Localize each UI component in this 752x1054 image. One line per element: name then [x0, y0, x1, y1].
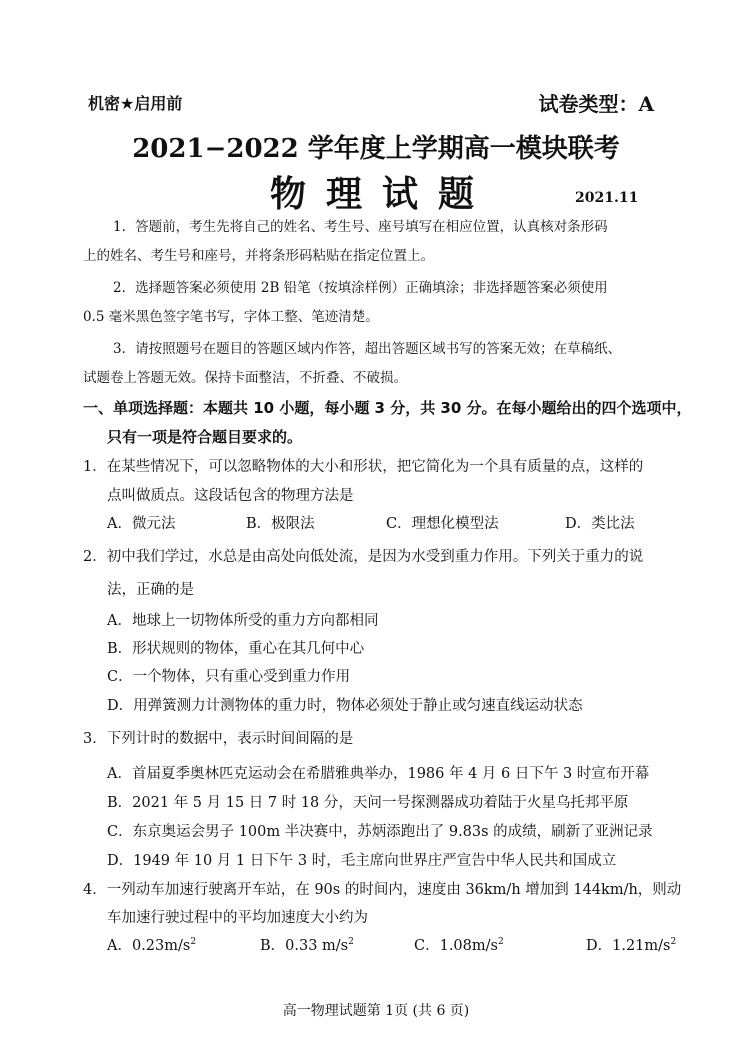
question-3-option-c: C．东京奥运会男子 100m 半决赛中，苏炳添跑出了 9.83s 的成绩，刷新了亚洲记录: [107, 824, 653, 840]
question-3-option-a: A．首届夏季奥林匹克运动会在希腊雅典举办，1986 年 4 月 6 日下午 3 时宣布开幕: [107, 766, 650, 782]
subject-title: 物理试题: [270, 173, 495, 215]
question-3-option-b: B．2021 年 5 月 15 日 7 时 18 分，天问一号探测器成功着陆于火星乌托邦平原: [107, 795, 629, 811]
question-1-stem: 1．在某些情况下，可以忽略物体的大小和形状，把它简化为一个具有质量的点，这样的: [83, 459, 644, 475]
notice-line: 0.5 毫米黑色签字笔书写，字体工整、笔迹清楚。: [83, 309, 379, 325]
question-4-option-c: C．$1.08m/s^2$: [414, 937, 504, 954]
question-2-option-d: D．用弹簧测力计测物体的重力时，物体必须处于静止或匀速直线运动状态: [107, 698, 583, 714]
question-2-option-c: C．一个物体，只有重心受到重力作用: [107, 669, 351, 685]
notice-line: 2．选择题答案必须使用 2B 铅笔（按填涂样例）正确填涂；非选择题答案必须使用: [113, 280, 608, 296]
exam-date: 2021.11: [575, 190, 639, 206]
question-4-stem-cont: 车加速行驶过程中的平均加速度大小约为: [107, 910, 368, 926]
question-4-option-d: D．$1.21m/s^2$: [586, 937, 677, 954]
question-1-option-d: D．类比法: [565, 516, 635, 532]
section-heading: 一、单项选择题：本题共 10 小题，每小题 3 分，共 30 分。在每小题给出的四个选项中，: [83, 399, 692, 417]
question-2-option-a: A．地球上一切物体所受的重力方向都相同: [107, 613, 379, 629]
question-4-stem: 4．一列动车加速行驶离开车站，在 90s 的时间内，速度由 36km/h 增加到 144km/h，则动: [83, 882, 682, 898]
question-3-stem: 3．下列计时的数据中，表示时间间隔的是: [83, 731, 354, 747]
exam-title: 2021−2022 学年度上学期高一模块联考: [132, 134, 620, 164]
notice-line: 试题卷上答题无效。保持卡面整洁，不折叠、不破损。: [83, 370, 407, 386]
notice-line: 3．请按照题号在题目的答题区域内作答，超出答题区域书写的答案无效；在草稿纸、: [113, 341, 622, 357]
question-1-option-a: A．微元法: [107, 516, 176, 532]
question-3-option-d: D．1949 年 10 月 1 日下午 3 时，毛主席向世界庄严宣告中华人民共和国成立: [107, 853, 617, 869]
section-heading-cont: 只有一项是符合题目要求的。: [107, 428, 303, 446]
question-1-option-b: B．极限法: [246, 516, 315, 532]
question-2-stem-cont: 法，正确的是: [107, 582, 194, 598]
notice-line: 上的姓名、考生号和座号，并将条形码粘贴在指定位置上。: [83, 248, 434, 264]
notice-line: 1．答题前，考生先将自己的姓名、考生号、座号填写在相应位置，认真核对条形码: [113, 219, 608, 235]
question-2-option-b: B．形状规则的物体，重心在其几何中心: [107, 641, 365, 657]
question-4-option-b: B．0.33 $m/s^2$: [260, 937, 354, 954]
question-2-stem: 2．初中我们学过，水总是由高处向低处流，是因为水受到重力作用。下列关于重力的说: [83, 549, 644, 565]
page-footer: 高一物理试题第 1页 (共 6 页): [282, 1003, 470, 1019]
confidential-label: 机密★启用前: [88, 94, 183, 113]
question-4-option-a: A．$0.23m/s^2$: [107, 937, 197, 954]
paper-type-label: 试卷类型：A: [538, 92, 654, 116]
question-1-stem-cont: 点叫做质点。这段话包含的物理方法是: [107, 488, 354, 504]
question-1-option-c: C．理想化模型法: [386, 516, 499, 532]
